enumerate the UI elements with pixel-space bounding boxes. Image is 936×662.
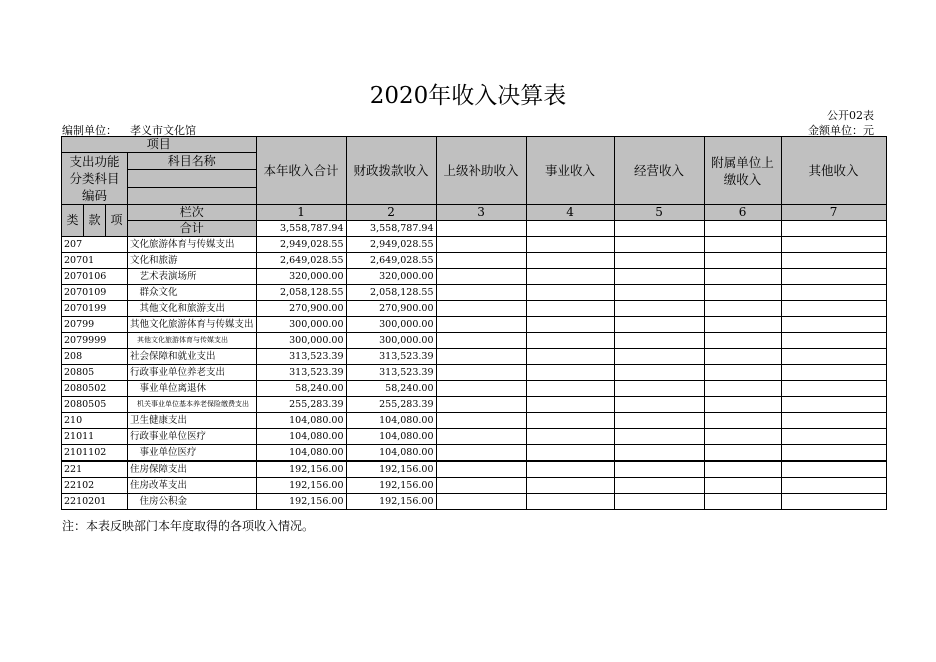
row-operating-income bbox=[614, 429, 704, 445]
header-lei: 类 bbox=[62, 205, 84, 237]
header-column-no: 栏次 bbox=[128, 205, 257, 221]
row-fiscal-income: 313,523.39 bbox=[346, 349, 436, 365]
row-subject-name: 群众文化 bbox=[128, 285, 257, 301]
row-other-income bbox=[781, 381, 886, 397]
row-code: 2101102 bbox=[62, 445, 128, 462]
table-row bbox=[62, 253, 887, 269]
row-business-income bbox=[526, 349, 614, 365]
row-operating-income bbox=[614, 301, 704, 317]
header-col-3: 上级补助收入 bbox=[436, 137, 526, 205]
col-num-5: 5 bbox=[614, 205, 704, 221]
table-row bbox=[62, 494, 887, 510]
row-affiliate-income bbox=[704, 413, 781, 429]
header-col-1: 本年收入合计 bbox=[256, 137, 346, 205]
table-row bbox=[62, 381, 887, 397]
table-row bbox=[62, 397, 887, 413]
row-affiliate-income bbox=[704, 333, 781, 349]
row-total-income: 58,240.00 bbox=[256, 381, 346, 397]
header-col-4: 事业收入 bbox=[526, 137, 614, 205]
row-affiliate-income bbox=[704, 269, 781, 285]
table-row bbox=[62, 317, 887, 333]
row-code: 20805 bbox=[62, 365, 128, 381]
table-row bbox=[62, 269, 887, 285]
total-col-7 bbox=[781, 221, 886, 237]
row-subject-name: 行政事业单位养老支出 bbox=[128, 365, 257, 381]
row-other-income bbox=[781, 461, 886, 478]
header-col-7: 其他收入 bbox=[781, 137, 886, 205]
row-business-income bbox=[526, 253, 614, 269]
row-business-income bbox=[526, 301, 614, 317]
row-other-income bbox=[781, 317, 886, 333]
header-col-6: 附属单位上缴收入 bbox=[704, 137, 781, 205]
row-total-income: 192,156.00 bbox=[256, 461, 346, 478]
col-num-1: 1 bbox=[256, 205, 346, 221]
row-business-income bbox=[526, 478, 614, 494]
row-operating-income bbox=[614, 445, 704, 462]
row-operating-income bbox=[614, 381, 704, 397]
row-operating-income bbox=[614, 397, 704, 413]
col-num-2: 2 bbox=[346, 205, 436, 221]
row-affiliate-income bbox=[704, 494, 781, 510]
row-subject-name: 住房改革支出 bbox=[128, 478, 257, 494]
org-label: 编制单位： bbox=[62, 124, 117, 137]
row-affiliate-income bbox=[704, 253, 781, 269]
header-subject-name: 科目名称 bbox=[128, 153, 257, 170]
row-total-income: 104,080.00 bbox=[256, 413, 346, 429]
row-business-income bbox=[526, 494, 614, 510]
total-col-3 bbox=[436, 221, 526, 237]
row-other-income bbox=[781, 285, 886, 301]
row-superior-subsidy bbox=[436, 397, 526, 413]
header-subject-name-end bbox=[128, 187, 257, 204]
row-other-income bbox=[781, 301, 886, 317]
row-total-income: 192,156.00 bbox=[256, 478, 346, 494]
row-other-income bbox=[781, 253, 886, 269]
row-subject-name: 其他文化旅游体育与传媒支出 bbox=[128, 317, 257, 333]
row-subject-name: 行政事业单位医疗 bbox=[128, 429, 257, 445]
row-fiscal-income: 104,080.00 bbox=[346, 445, 436, 462]
row-total-income: 270,900.00 bbox=[256, 301, 346, 317]
row-total-income: 104,080.00 bbox=[256, 429, 346, 445]
row-total-income: 192,156.00 bbox=[256, 494, 346, 510]
row-code: 2070109 bbox=[62, 285, 128, 301]
table-row bbox=[62, 461, 887, 478]
row-total-income: 2,058,128.55 bbox=[256, 285, 346, 301]
row-affiliate-income bbox=[704, 381, 781, 397]
row-business-income bbox=[526, 237, 614, 253]
row-operating-income bbox=[614, 237, 704, 253]
row-affiliate-income bbox=[704, 461, 781, 478]
header-item: 项目 bbox=[62, 137, 257, 153]
row-other-income bbox=[781, 333, 886, 349]
row-code: 20701 bbox=[62, 253, 128, 269]
row-total-income: 320,000.00 bbox=[256, 269, 346, 285]
row-fiscal-income: 255,283.39 bbox=[346, 397, 436, 413]
table-row bbox=[62, 333, 887, 349]
form-number: 公开02表 bbox=[827, 109, 874, 122]
row-affiliate-income bbox=[704, 349, 781, 365]
row-total-income: 255,283.39 bbox=[256, 397, 346, 413]
row-code: 221 bbox=[62, 461, 128, 478]
row-business-income bbox=[526, 445, 614, 462]
row-superior-subsidy bbox=[436, 478, 526, 494]
header-col-5: 经营收入 bbox=[614, 137, 704, 205]
row-affiliate-income bbox=[704, 317, 781, 333]
row-affiliate-income bbox=[704, 397, 781, 413]
row-subject-name: 事业单位离退休 bbox=[128, 381, 257, 397]
row-fiscal-income: 2,058,128.55 bbox=[346, 285, 436, 301]
row-total-income: 2,949,028.55 bbox=[256, 237, 346, 253]
row-subject-name: 艺术表演场所 bbox=[128, 269, 257, 285]
row-superior-subsidy bbox=[436, 269, 526, 285]
row-superior-subsidy bbox=[436, 365, 526, 381]
col-num-3: 3 bbox=[436, 205, 526, 221]
row-superior-subsidy bbox=[436, 285, 526, 301]
row-business-income bbox=[526, 413, 614, 429]
row-superior-subsidy bbox=[436, 429, 526, 445]
table-row bbox=[62, 285, 887, 301]
row-total-income: 300,000.00 bbox=[256, 317, 346, 333]
row-business-income bbox=[526, 317, 614, 333]
org-name: 孝义市文化馆 bbox=[130, 124, 196, 137]
footnote: 注：本表反映部门本年度取得的各项收入情况。 bbox=[62, 519, 315, 533]
row-business-income bbox=[526, 365, 614, 381]
row-business-income bbox=[526, 397, 614, 413]
row-total-income: 313,523.39 bbox=[256, 349, 346, 365]
row-business-income bbox=[526, 333, 614, 349]
header-kuan: 款 bbox=[84, 205, 106, 237]
table-row bbox=[62, 301, 887, 317]
row-superior-subsidy bbox=[436, 494, 526, 510]
row-subject-name: 事业单位医疗 bbox=[128, 445, 257, 462]
row-affiliate-income bbox=[704, 285, 781, 301]
row-code: 2210201 bbox=[62, 494, 128, 510]
row-fiscal-income: 104,080.00 bbox=[346, 413, 436, 429]
row-fiscal-income: 2,649,028.55 bbox=[346, 253, 436, 269]
row-code: 2079999 bbox=[62, 333, 128, 349]
row-code: 22102 bbox=[62, 478, 128, 494]
total-col-2: 3,558,787.94 bbox=[346, 221, 436, 237]
row-total-income: 300,000.00 bbox=[256, 333, 346, 349]
row-total-income: 2,649,028.55 bbox=[256, 253, 346, 269]
total-col-1: 3,558,787.94 bbox=[256, 221, 346, 237]
table-row bbox=[62, 429, 887, 445]
row-other-income bbox=[781, 269, 886, 285]
col-num-7: 7 bbox=[781, 205, 886, 221]
row-code: 2080505 bbox=[62, 397, 128, 413]
row-code: 208 bbox=[62, 349, 128, 365]
row-superior-subsidy bbox=[436, 445, 526, 462]
row-business-income bbox=[526, 269, 614, 285]
row-code: 210 bbox=[62, 413, 128, 429]
header-subject-name-cont bbox=[128, 170, 257, 187]
row-code: 2070106 bbox=[62, 269, 128, 285]
row-affiliate-income bbox=[704, 429, 781, 445]
header-total: 合计 bbox=[128, 221, 257, 237]
row-fiscal-income: 270,900.00 bbox=[346, 301, 436, 317]
row-subject-name: 文化旅游体育与传媒支出 bbox=[128, 237, 257, 253]
header-col-2: 财政拨款收入 bbox=[346, 137, 436, 205]
row-fiscal-income: 58,240.00 bbox=[346, 381, 436, 397]
row-affiliate-income bbox=[704, 478, 781, 494]
row-subject-name: 其他文化旅游体育与传媒支出 bbox=[128, 333, 257, 349]
row-superior-subsidy bbox=[436, 301, 526, 317]
row-other-income bbox=[781, 413, 886, 429]
row-code: 2080502 bbox=[62, 381, 128, 397]
row-total-income: 104,080.00 bbox=[256, 445, 346, 462]
row-superior-subsidy bbox=[436, 413, 526, 429]
row-code: 21011 bbox=[62, 429, 128, 445]
total-col-5 bbox=[614, 221, 704, 237]
report-title: 2020年收入决算表 bbox=[369, 83, 567, 109]
row-other-income bbox=[781, 349, 886, 365]
row-other-income bbox=[781, 429, 886, 445]
table-row bbox=[62, 349, 887, 365]
row-superior-subsidy bbox=[436, 349, 526, 365]
row-fiscal-income: 192,156.00 bbox=[346, 461, 436, 478]
header-xiang: 项 bbox=[106, 205, 128, 237]
row-code: 207 bbox=[62, 237, 128, 253]
row-subject-name: 卫生健康支出 bbox=[128, 413, 257, 429]
row-operating-income bbox=[614, 269, 704, 285]
row-fiscal-income: 192,156.00 bbox=[346, 494, 436, 510]
row-affiliate-income bbox=[704, 445, 781, 462]
total-col-4 bbox=[526, 221, 614, 237]
row-operating-income bbox=[614, 253, 704, 269]
row-other-income bbox=[781, 365, 886, 381]
row-other-income bbox=[781, 445, 886, 462]
row-business-income bbox=[526, 429, 614, 445]
row-other-income bbox=[781, 494, 886, 510]
row-subject-name: 文化和旅游 bbox=[128, 253, 257, 269]
table-row bbox=[62, 445, 887, 462]
row-superior-subsidy bbox=[436, 253, 526, 269]
row-subject-name: 住房保障支出 bbox=[128, 461, 257, 478]
income-table bbox=[61, 136, 887, 510]
row-other-income bbox=[781, 237, 886, 253]
row-code: 2070199 bbox=[62, 301, 128, 317]
row-superior-subsidy bbox=[436, 333, 526, 349]
row-subject-name: 住房公积金 bbox=[128, 494, 257, 510]
header-func-code: 支出功能分类科目编码 bbox=[62, 153, 128, 205]
row-operating-income bbox=[614, 365, 704, 381]
row-fiscal-income: 2,949,028.55 bbox=[346, 237, 436, 253]
row-fiscal-income: 313,523.39 bbox=[346, 365, 436, 381]
row-other-income bbox=[781, 478, 886, 494]
row-fiscal-income: 192,156.00 bbox=[346, 478, 436, 494]
row-superior-subsidy bbox=[436, 381, 526, 397]
row-operating-income bbox=[614, 349, 704, 365]
row-fiscal-income: 300,000.00 bbox=[346, 317, 436, 333]
row-affiliate-income bbox=[704, 237, 781, 253]
row-operating-income bbox=[614, 494, 704, 510]
row-operating-income bbox=[614, 461, 704, 478]
table-row bbox=[62, 478, 887, 494]
table-row bbox=[62, 365, 887, 381]
row-code: 20799 bbox=[62, 317, 128, 333]
row-subject-name: 机关事业单位基本养老保险缴费支出 bbox=[128, 397, 257, 413]
row-affiliate-income bbox=[704, 365, 781, 381]
row-business-income bbox=[526, 461, 614, 478]
row-operating-income bbox=[614, 413, 704, 429]
row-superior-subsidy bbox=[436, 317, 526, 333]
row-other-income bbox=[781, 397, 886, 413]
row-affiliate-income bbox=[704, 301, 781, 317]
row-operating-income bbox=[614, 317, 704, 333]
row-subject-name: 社会保障和就业支出 bbox=[128, 349, 257, 365]
row-operating-income bbox=[614, 478, 704, 494]
col-num-4: 4 bbox=[526, 205, 614, 221]
row-superior-subsidy bbox=[436, 237, 526, 253]
row-fiscal-income: 104,080.00 bbox=[346, 429, 436, 445]
row-fiscal-income: 300,000.00 bbox=[346, 333, 436, 349]
amount-unit: 金额单位：元 bbox=[808, 124, 874, 137]
row-superior-subsidy bbox=[436, 461, 526, 478]
row-fiscal-income: 320,000.00 bbox=[346, 269, 436, 285]
row-operating-income bbox=[614, 333, 704, 349]
row-subject-name: 其他文化和旅游支出 bbox=[128, 301, 257, 317]
total-col-6 bbox=[704, 221, 781, 237]
row-total-income: 313,523.39 bbox=[256, 365, 346, 381]
table-row bbox=[62, 237, 887, 253]
row-operating-income bbox=[614, 285, 704, 301]
col-num-6: 6 bbox=[704, 205, 781, 221]
row-business-income bbox=[526, 285, 614, 301]
table-row bbox=[62, 413, 887, 429]
row-business-income bbox=[526, 381, 614, 397]
